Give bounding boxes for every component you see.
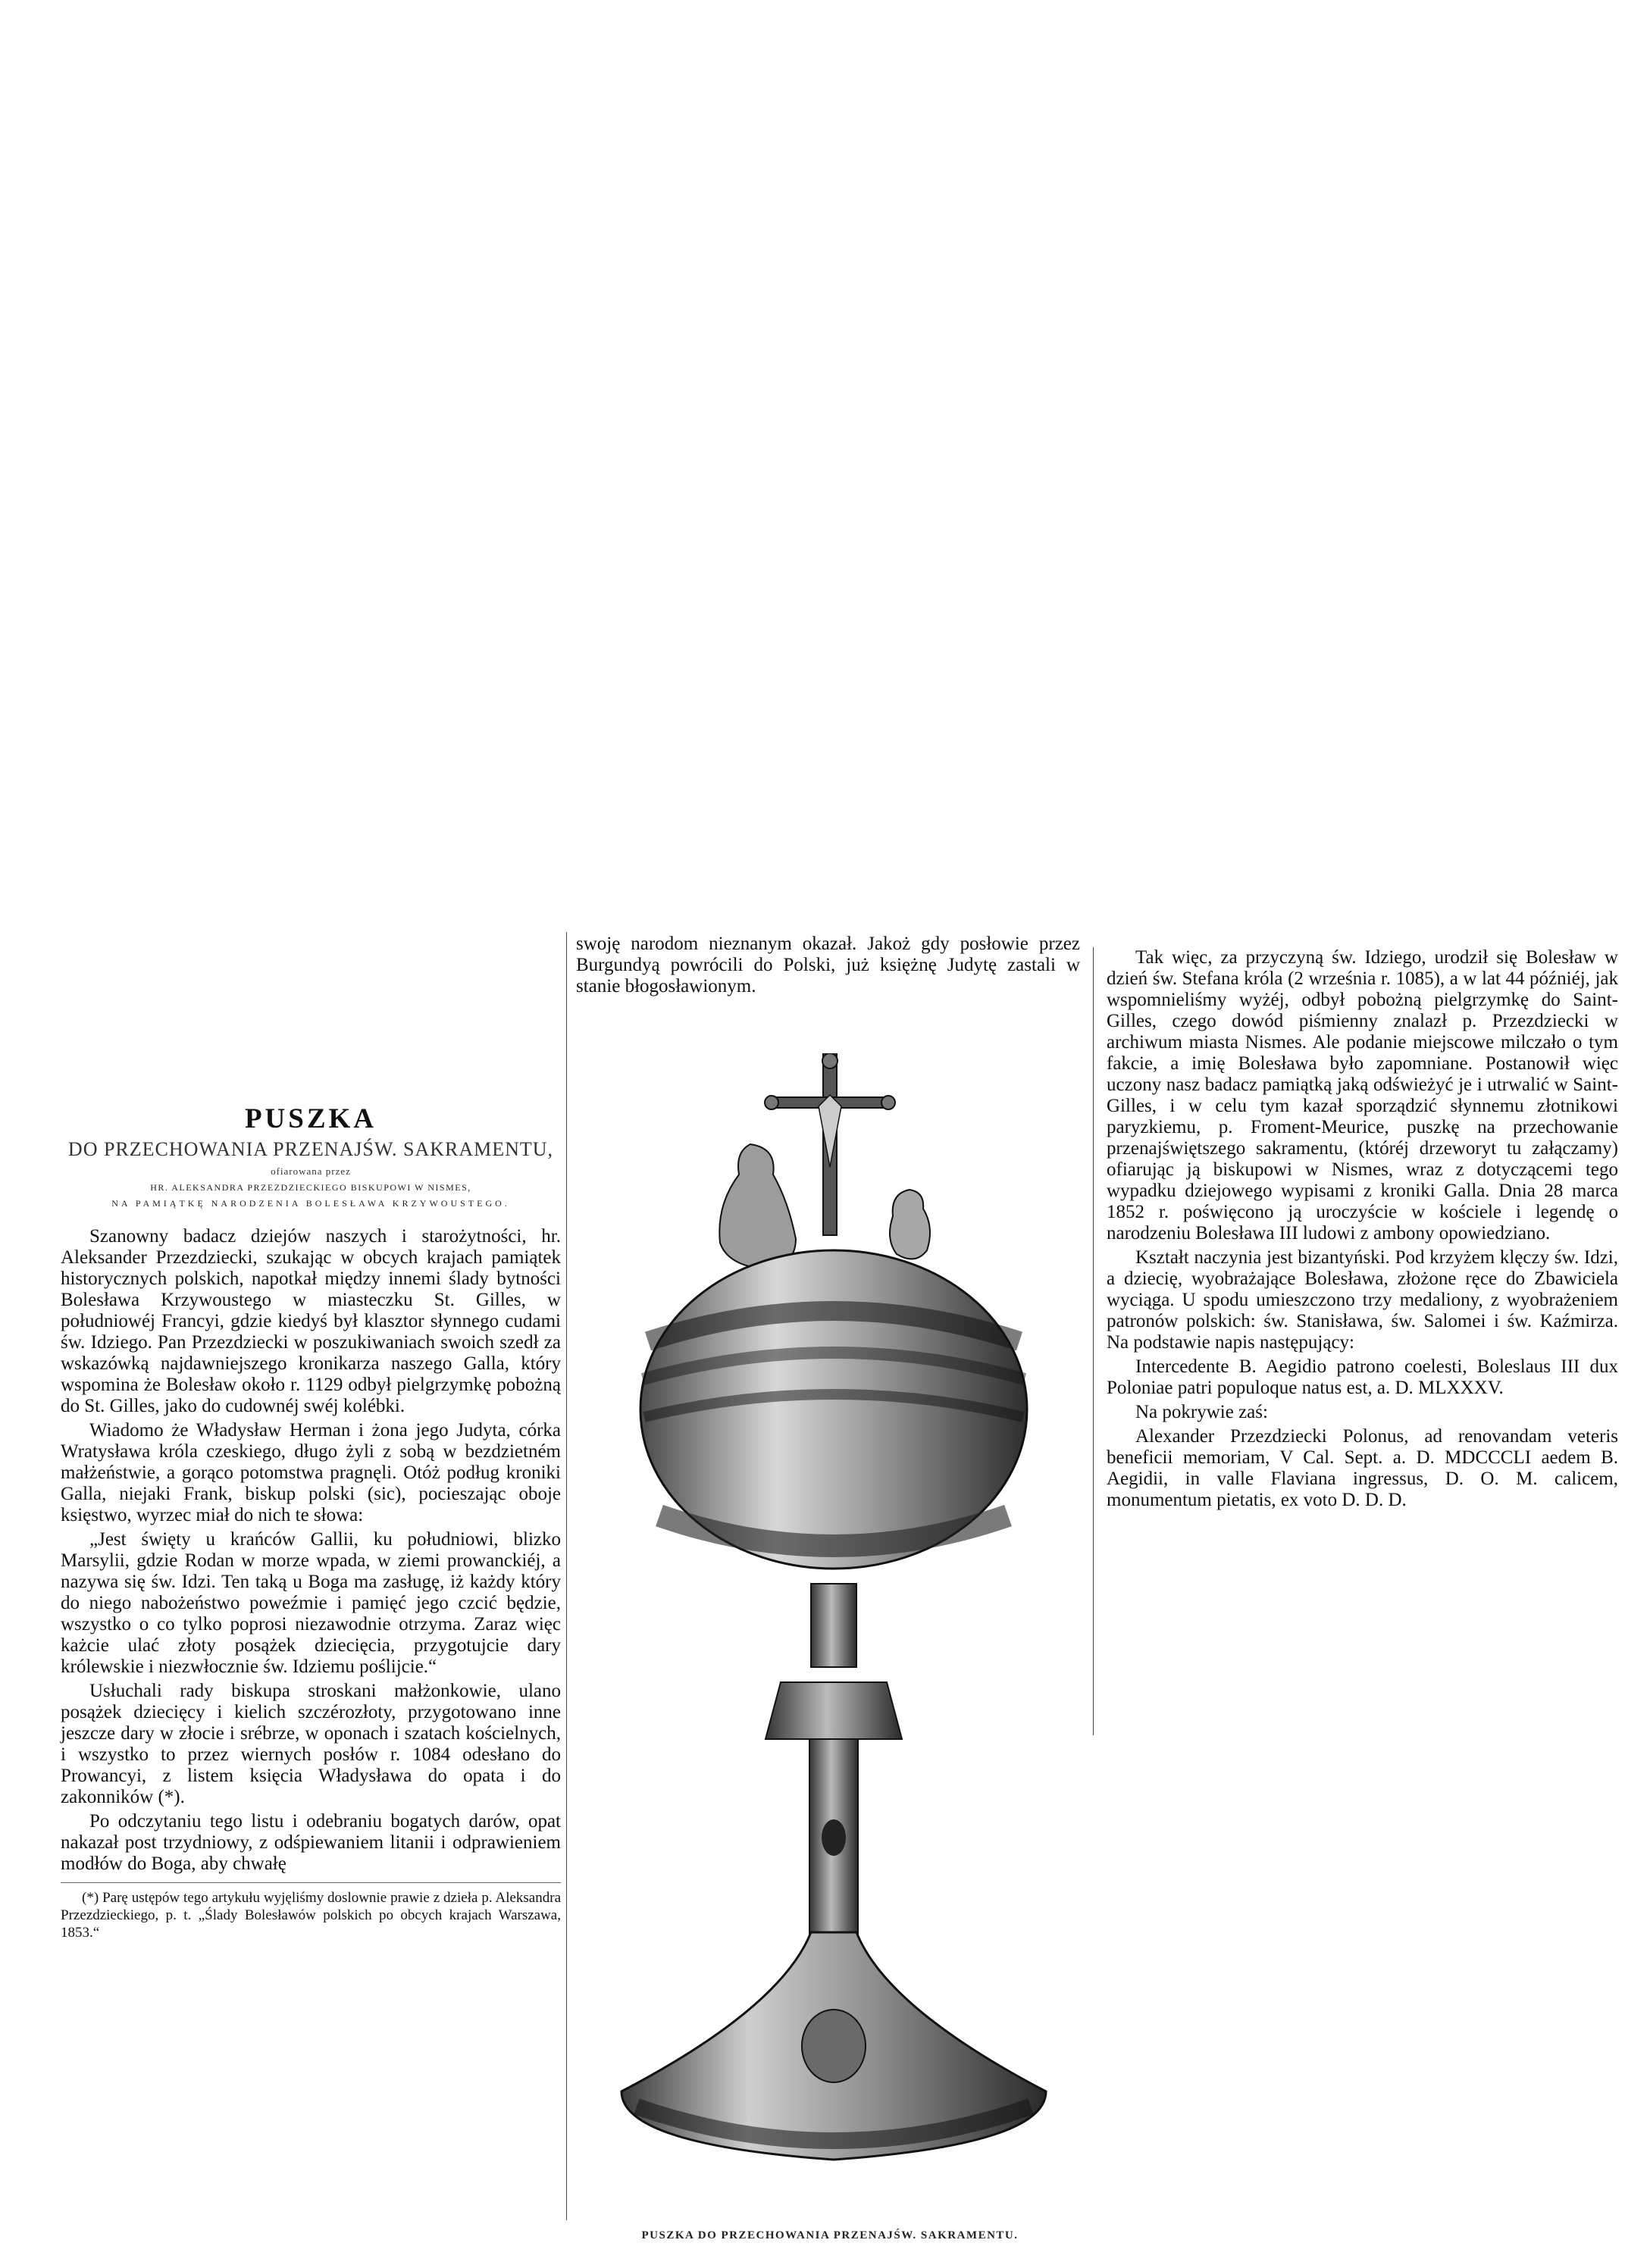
left-column [61,1103,561,1941]
paragraph: Na pokrywie zaś: [1135,1402,1268,1422]
paragraph: Po odczytaniu tego listu i odebraniu bogatych darów, opat nakazał post trzydniowy, z odśpiewaniem litanii i odprawieniem modłów do Boga, aby chwałę [61,1811,561,1874]
illustration-caption: PUSZKA DO PRZECHOWANIA PRZENAJŚW. SAKRAMENTU. [641,2229,1019,2241]
middle-column [576,934,1080,1000]
offered-by-line: ofiarowana przez [271,1165,351,1177]
paragraph: Szanowny badacz dziejów naszych i starożytności, hr. Aleksander Przezdziecki, szukając w obcych krajach pamiątek historycznych polskich, napotkał między innemi ślady bytności Bolesława Krzywoustego w miasteczku St. Gilles, w południowéj Francyi, gdzie kiedyś był klasztor słynnego cudami św. Idziego. Pan Przezdziecki w poszukiwaniach swoich szedł za wskazówką najdawniejszego kronikarza naszego Galla, który wspomina że Bolesław około r. 1129 odbył pielgrzymkę pobożną do St. Gilles, jako do cudownéj swéj kolébki. [61,1226,561,1416]
latin-inscription-base: Intercedente B. Aegidio patrono coelesti, Boleslaus III dux Poloniae patri populoque natus est, a. D. MLXXXV. [1107,1356,1618,1398]
column-divider-right [1093,947,1094,1735]
footnote: (*) Parę ustępów tego artykułu wyjęliśmy doslownie prawie z dzieła p. Aleksandra Przezdzieckiego, p. t. „Ślady Bolesławów polskich po obcych krajach Warszawa, 1853.“ [61,1882,561,1941]
paragraph: Kształt naczynia jest bizantyński. Pod krzyżem klęczy św. Idzi, a dziecię, wyobrażające Bolesława, złożone ręce do Zbawiciela wyciąga. U spodu umieszczono trzy medaliony, z wyobrażeniem patronów polskich: św. Stanisława, św. Salomei i św. Kaźmirza. Na podstawie napis następujący: [1107,1247,1618,1353]
paragraph: Wiadomo że Władysław Herman i żona jego Judyta, córka Wratysława króla czeskiego, długo żyli z sobą w bezdzietném małżeństwie, a gorąco potomstwa pragnęli. Otóż podług kroniki Galla, niejaki Frank, biskup polski (sic), pocieszając oboje księstwo, wyrzec miał do nich te słowa: [61,1420,561,1525]
donor-line: HR. ALEKSANDRA PRZEZDZIECKIEGO BISKUPOWI W NISMES, [150,1182,471,1193]
ciborium-knot [811,1584,856,1667]
right-column [1107,947,1618,1514]
medallion [802,2010,866,2082]
child-figure [890,1190,930,1259]
article-subtitle: DO PRZECHOWANIA PRZENAJŚW. SAKRAMENTU, [67,1138,554,1160]
quote-paragraph: „Jest święty u krańców Gallii, ku południowi, blizko Marsylii, gdzie Rodan w morze wpada, w ziemi prowanckiéj, a nazywa się św. Idzi. Ten taką u Boga ma zasługę, iż każdy który do niego nabożeństwo poweźmie i pamięć jego czcić będzie, wszystko o co tylko poprosi niezawodnie otrzyma. Zaraz więc każcie ulać złoty posążek dziecięcia, przygotujcie dary królewskie i niezwłocznie św. Idziemu poślijcie.“ [61,1529,561,1677]
occasion-line: NA PAMIĄTKĘ NARODZENIA BOLESŁAWA KRZYWOUSTEGO. [111,1198,510,1209]
paragraph: swoję narodom nieznanym okazał. Jakoż gdy posłowie przez Burgundyą powrócili do Polski, już księżnę Judytę zastali w stanie błogosławionym. [576,934,1080,996]
ciborium-engraving [591,1053,1076,2190]
column-divider-left [566,932,567,2220]
article-title: PUSZKA [244,1103,377,1134]
latin-inscription-lid: Alexander Przezdziecki Polonus, ad renovandam veteris beneficii memoriam, V Cal. Sept. a. D. MDCCCLI aedem B. Aegidii, in valle Flaviana ingressus, D. O. M. calicem, monumentum pietatis, ex voto D. D. D. [1107,1426,1618,1510]
paragraph: Usłuchali rady biskupa stroskani małżonkowie, ulano posążek dziecięcy i kielich szczérozłoty, przygotowano inne jeszcze dary w złocie i srébrze, w oponach i szatach kościelnych, i wszystko to przez wiernych posłów r. 1084 odesłano do Prowancyi, z listem księcia Władysława do opata i do zakonników (*). [61,1681,561,1807]
kneeling-saint-figure [719,1144,796,1269]
paragraph: Tak więc, za przyczyną św. Idziego, urodził się Bolesław w dzień św. Stefana króla (2 września r. 1085), a w lat 44 późniéj, jak wspomnieliśmy wyżéj, odbył pobożną pielgrzymkę do Saint-Gilles, czego dowód piśmienny znalazł p. Przezdziecki w archiwum miasta Nismes. Ale podanie miejscowe milczało o tym fakcie, a imię Bolesława było zapomniane. Postanowił więc uczony nasz badacz pamiątką jaką odświeżyć je i utrwalić w Saint-Gilles, i w celu tym kazał sporządzić słynnemu złotnikowi paryzkiemu, p. Froment-Meurice, puszkę na przechowanie przenajświętszego sakramentu, (któréj drzeworyt tu załączamy) ofiarując ją biskupowi w Nismes, wraz z dotyczącemi tego wypadku dziejowego wypisami z kroniki Galla. Dnia 28 marca 1852 r. poświęcono ją uroczyście w kościele i legendę o narodzeniu Bolesława III ludowi z ambony opowiedziano. [1107,947,1618,1243]
